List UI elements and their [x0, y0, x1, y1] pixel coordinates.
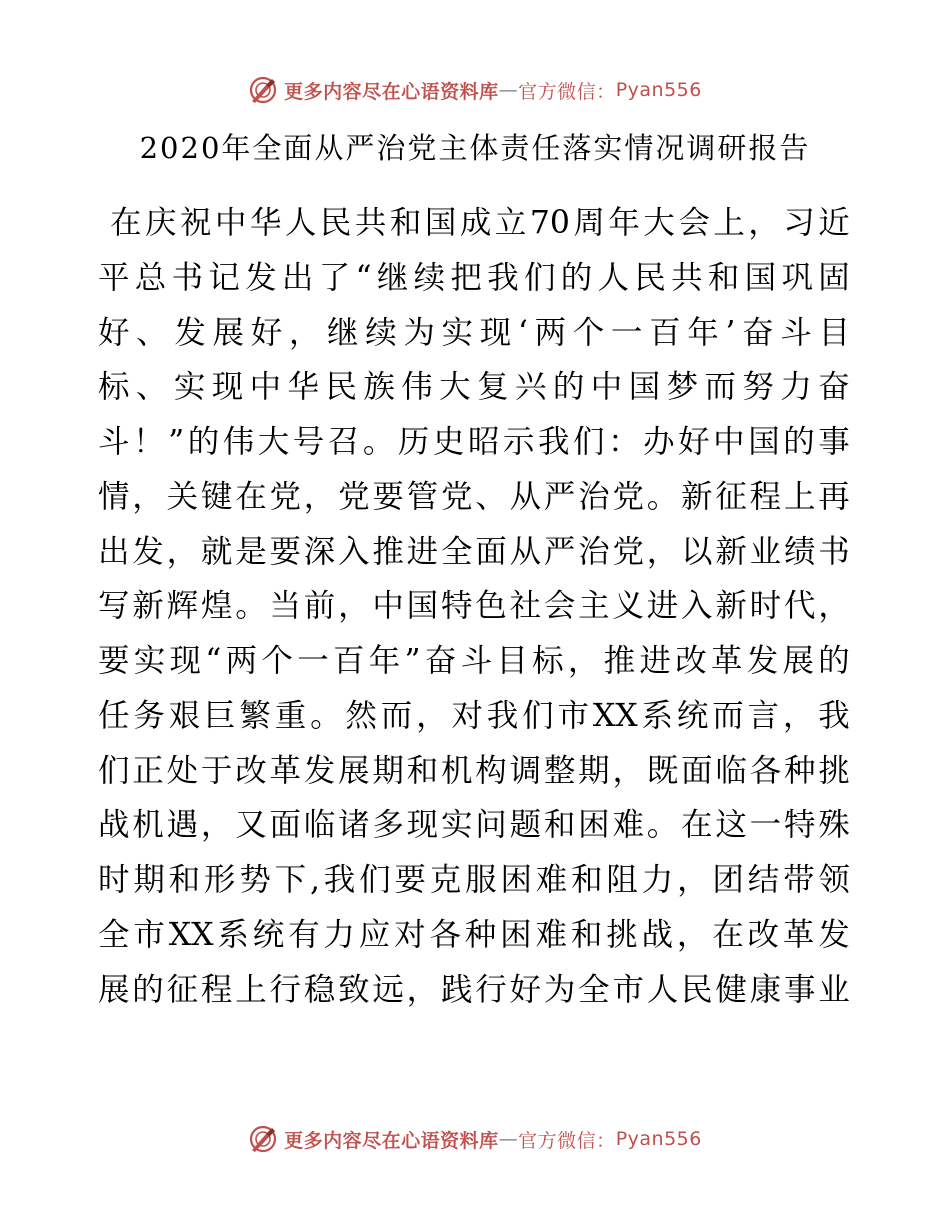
body-line: 任 务 艰 巨 繁 重 。 然 而 ， 对 我 们 市 XX 系 统 而 言 ， 我: [98, 697, 850, 734]
body-line: 好 、 发 展 好 ， 继 续 为 实 现 ‘ 两 个 一 百 年 ’ 奋 斗 目: [98, 314, 850, 351]
body-line: 平 总 书 记 发 出 了 “ 继 续 把 我 们 的 人 民 共 和 国 巩 固: [98, 259, 850, 296]
watermark-main-text: 更多内容尽在心语资料库: [284, 1129, 499, 1152]
body-line: 们 正 处 于 改 革 发 展 期 和 机 构 调 整 期 ， 既 面 临 各 种 挑: [98, 752, 850, 789]
watermark-sub-text: 官方微信：: [518, 80, 616, 103]
body-line: 时 期 和 形 势 下 , 我 们 要 克 服 困 难 和 阻 力 ， 团 结 带 领: [98, 862, 850, 898]
body-line: 要 实 现 “ 两 个 一 百 年 ” 奋 斗 目 标 ， 推 进 改 革 发 展 的: [98, 643, 850, 679]
watermark-separator: —: [498, 1128, 519, 1150]
pen-logo-icon: [248, 1124, 278, 1154]
document-title: 2020年全面从严治党主体责任落实情况调研报告: [139, 131, 811, 165]
body-line: 写 新 辉 煌 。 当 前 ， 中 国 特 色 社 会 主 义 进 入 新 时 代 ，: [98, 588, 850, 625]
body-line: 战 机 遇 ， 又 面 临 诸 多 现 实 问 题 和 困 难 。 在 这 一 特 殊: [98, 807, 850, 844]
watermark-wechat-id: Pyan556: [615, 79, 702, 101]
body-line: 斗 ！ ” 的 伟 大 号 召 。 历 史 昭 示 我 们 ： 办 好 中 国 的 事: [98, 424, 850, 460]
body-line: 展 的 征 程 上 行 稳 致 远 ， 践 行 好 为 全 市 人 民 健 康 事 业: [98, 971, 850, 1008]
document-body: [98, 200, 850, 1021]
watermark-sub-text: 官方微信：: [518, 1129, 616, 1152]
pen-logo-icon: [248, 75, 278, 105]
watermark-main-text: 更多内容尽在心语资料库: [284, 80, 499, 103]
body-line: 全 市 XX 系 统 有 力 应 对 各 种 困 难 和 挑 战 ， 在 改 革 发: [98, 916, 850, 953]
watermark-separator: —: [498, 79, 519, 101]
body-line: 出 发 ， 就 是 要 深 入 推 进 全 面 从 严 治 党 ， 以 新 业 绩 书: [98, 533, 850, 570]
body-line: 标 、 实 现 中 华 民 族 伟 大 复 兴 的 中 国 梦 而 努 力 奋: [98, 369, 850, 406]
footer-watermark: [0, 1119, 950, 1159]
body-line: 情 ， 关 键 在 党 ， 党 要 管 党 、 从 严 治 党 。 新 征 程 上 再: [98, 478, 850, 515]
watermark-wechat-id: Pyan556: [615, 1128, 702, 1150]
header-watermark: [0, 70, 950, 110]
body-line: 在 庆 祝 中 华 人 民 共 和 国 成 立 70 周 年 大 会 上 ， 习 近: [110, 205, 850, 241]
